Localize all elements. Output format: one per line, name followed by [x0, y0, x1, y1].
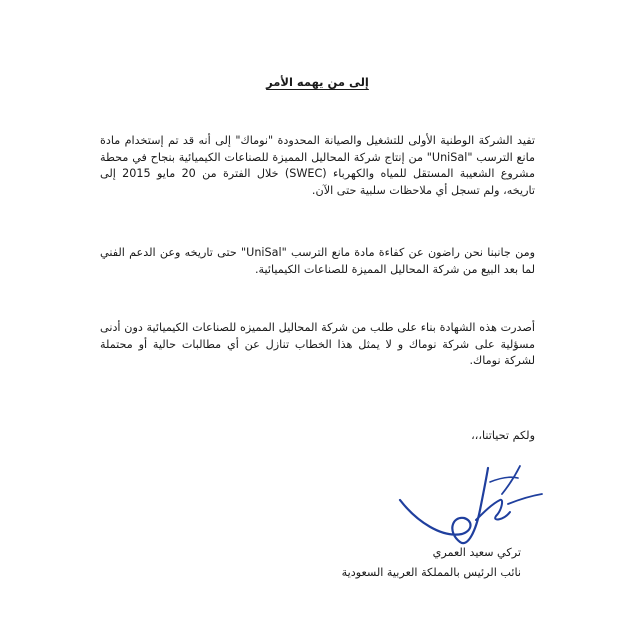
paragraph-usage: تفيد الشركة الوطنية الأولى للتشغيل والصيانة المحدودة "نوماك" إلى أنه قد تم إستخدام مادة مانع الترسب "UniSal" من إنتاج شركة المحاليل المميزة للصناعات الكيميائية بنجاح في محطة مشروع الشعيبة المستقل للمياه والكهرباء (SWEC) خلال الفترة من 20 مايو 2015 إلى تاريخه، ولم تسجل أي ملاحظات سلبية حتى الآن.	[100, 134, 535, 197]
letter-heading: إلى من يهمه الأمر	[266, 75, 369, 89]
paragraph-disclaimer: أصدرت هذه الشهادة بناء على طلب من شركة المحاليل المميزه للصناعات الكيميائية دون أدنى مسؤلية على شركة نوماك و لا يمثل هذا الخطاب تنازل عن أي مطالبات حالية أو محتملة لشركة نوماك.	[100, 321, 535, 367]
signer-title: نائب الرئيس بالمملكة العربية السعودية	[341, 566, 521, 579]
corner-accent-mark	[622, 618, 640, 640]
paragraph-satisfaction: ومن جانبنا نحن راضون عن كفاءة مادة مانع الترسب "UniSal" حتى تاريخه وعن الدعم الفني لما بعد البيع من شركة المحاليل المميزة للصناعات الكيميائية.	[100, 246, 535, 276]
signer-name: تركي سعيد العمري	[432, 546, 521, 559]
handwritten-signature	[392, 460, 552, 555]
closing-greeting: ولكم تحياتنا،،،	[471, 429, 535, 442]
